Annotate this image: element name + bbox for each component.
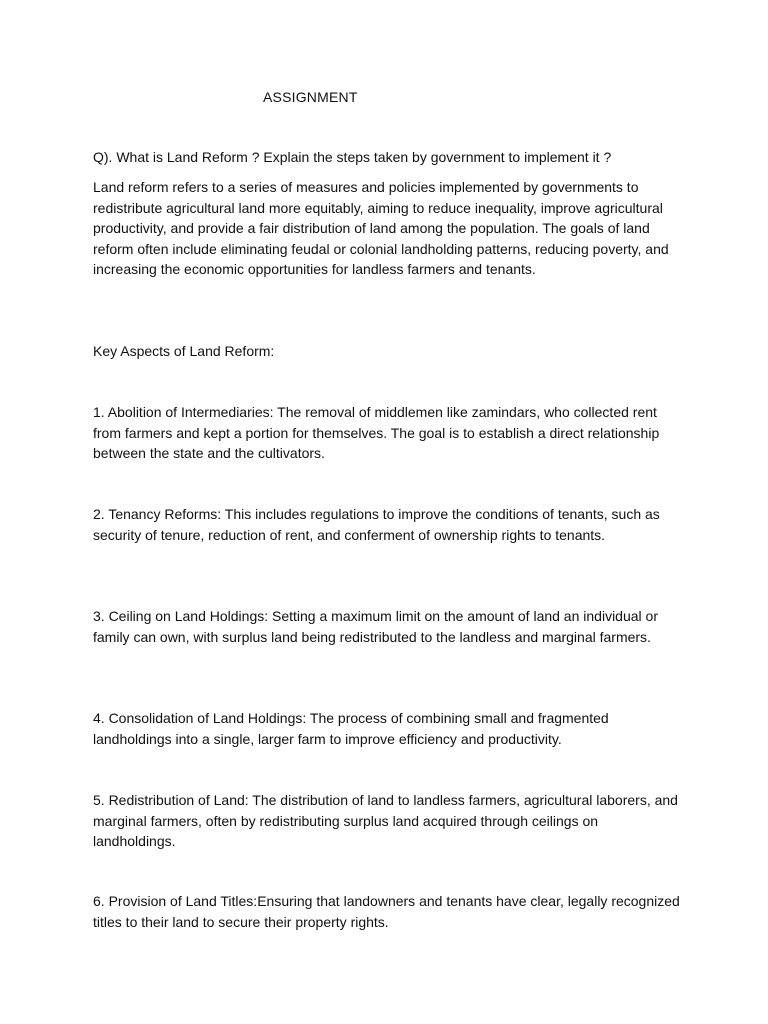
- point-redistribution-of-land: 5. Redistribution of Land: The distribution of land to landless farmers, agricultural laborers, and marginal farmers, often by redistributing surplus land acquired through ceilings on landholdings.: [93, 792, 678, 849]
- document-title: ASSIGNMENT: [263, 89, 358, 105]
- key-aspects-heading: Key Aspects of Land Reform:: [93, 343, 275, 359]
- point-ceiling-on-land-holdings: 3. Ceiling on Land Holdings: Setting a maximum limit on the amount of land an individual or family can own, with surplus land being redistributed to the landless and marginal farmers.: [93, 608, 658, 645]
- point-consolidation-of-land-holdings: 4. Consolidation of Land Holdings: The process of combining small and fragmented landholdings into a single, larger farm to improve efficiency and productivity.: [93, 710, 609, 747]
- intro-paragraph: Land reform refers to a series of measures and policies implemented by governments to redistribute agricultural land more equitably, aiming to reduce inequality, improve agricultural productivity, and provide a fair distribution of land among the population. The goals of land reform often include eliminating feudal or colonial landholding patterns, reducing poverty, and increasing the economic opportunities for landless farmers and tenants.: [93, 179, 669, 277]
- point-provision-of-land-titles: 6. Provision of Land Titles:Ensuring that landowners and tenants have clear, legally recognized titles to their land to secure their property rights.: [93, 893, 680, 930]
- question-text: Q). What is Land Reform ? Explain the steps taken by government to implement it ?: [93, 149, 612, 165]
- point-tenancy-reforms: 2. Tenancy Reforms: This includes regulations to improve the conditions of tenants, such as security of tenure, reduction of rent, and conferment of ownership rights to tenants.: [93, 506, 660, 543]
- point-abolition-of-intermediaries: 1. Abolition of Intermediaries: The removal of middlemen like zamindars, who collected rent from farmers and kept a portion for themselves. The goal is to establish a direct relationship between the state and the cultivators.: [93, 404, 660, 461]
